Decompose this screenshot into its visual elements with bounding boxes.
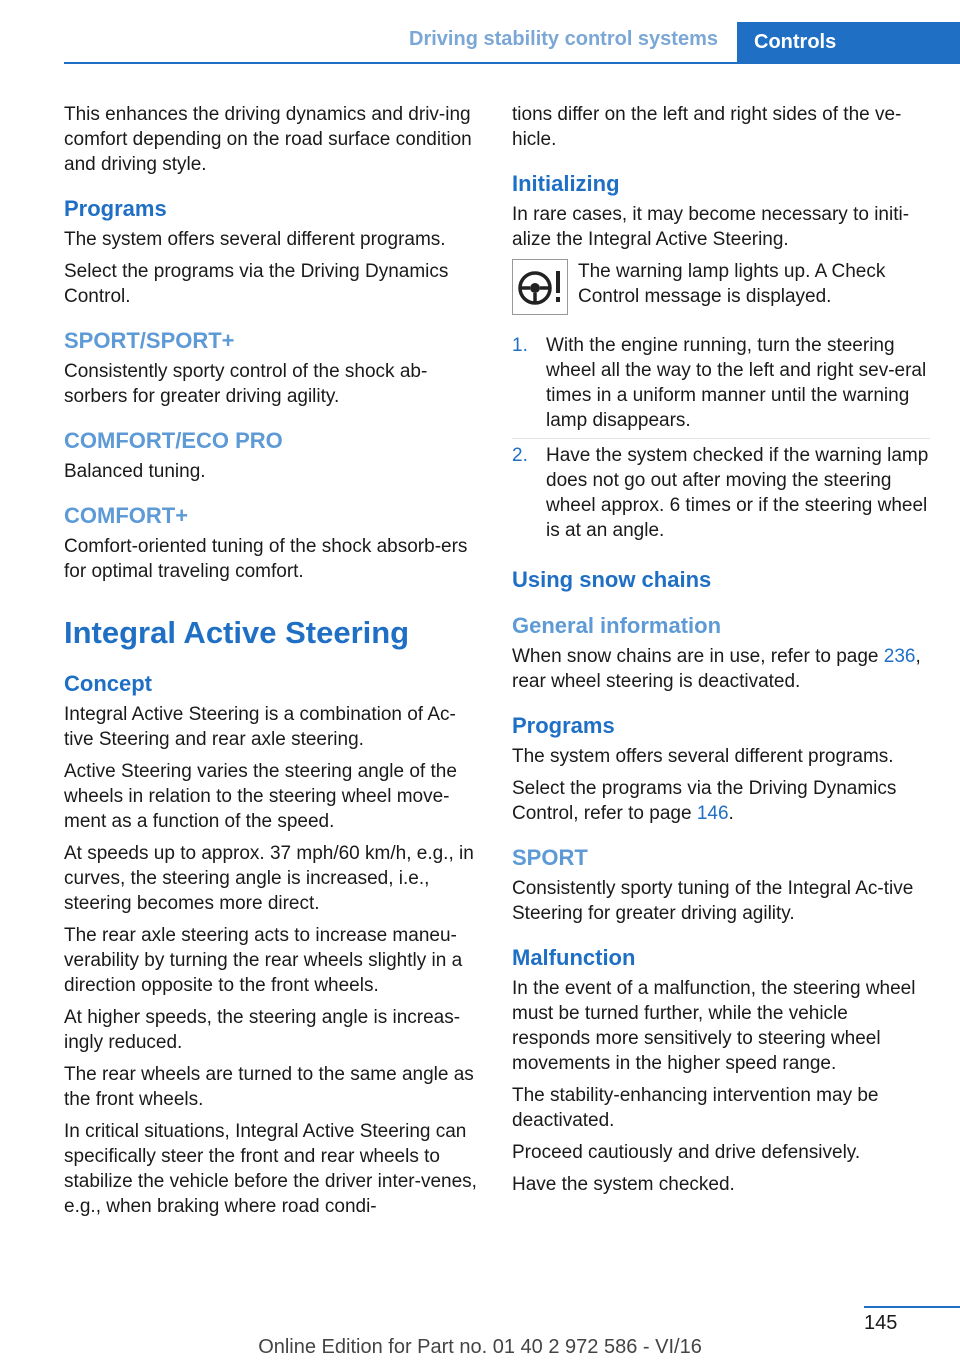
edition-footer: Online Edition for Part no. 01 40 2 972 586 - VI/16 — [258, 1336, 702, 1358]
initializing-text: In rare cases, it may become necessary to initi-alize the Integral Active Steering. — [512, 204, 910, 250]
programs-text-1: The system offers several different programs. — [64, 229, 446, 250]
step-text: Have the system checked if the warning lamp does not go out after moving the steering wheel approx. 6 times or if the steering wheel is at an angle. — [546, 445, 929, 541]
concept-paragraph-4: The rear axle steering acts to increase maneu-verability by turning the rear wheels slightly in a direction opposite to the front wheels. — [64, 925, 463, 996]
continued-paragraph: tions differ on the left and right sides of the ve-hicle. — [512, 104, 902, 150]
comfort-eco-pro-heading: COMFORT/ECO PRO — [64, 428, 283, 453]
running-header-section: Driving stability control systems — [409, 28, 718, 50]
programs-heading-right: Programs — [512, 713, 615, 738]
sport-heading: SPORT — [512, 845, 588, 870]
intro-paragraph: This enhances the driving dynamics and driv-ing comfort depending on the road surface condition and driving style. — [64, 104, 472, 175]
steering-warning-icon — [512, 259, 568, 315]
comfort-eco-pro-text: Balanced tuning. — [64, 461, 206, 482]
concept-paragraph-5: At higher speeds, the steering angle is increas-ingly reduced. — [64, 1007, 461, 1053]
step-number: 1. — [512, 335, 528, 356]
programs-text-right-1: The system offers several different programs. — [512, 746, 894, 767]
general-information-heading: General information — [512, 613, 722, 638]
programs-text-2: Select the programs via the Driving Dynamics Control. — [64, 261, 449, 307]
general-information-text: When snow chains are in use, refer to page 236, rear wheel steering is deactivated. — [512, 646, 921, 692]
malfunction-paragraph-1: In the event of a malfunction, the steering wheel must be turned further, while the vehicle responds more sensitively to steering wheel movements in the higher speed range. — [512, 978, 916, 1074]
initialize-steps — [512, 329, 930, 548]
comfort-plus-heading: COMFORT+ — [64, 503, 189, 528]
page-link-236[interactable]: 236 — [883, 646, 916, 667]
malfunction-paragraph-4: Have the system checked. — [512, 1174, 735, 1195]
step-item — [512, 439, 930, 548]
programs-heading: Programs — [64, 196, 167, 221]
programs-text-right-2: Select the programs via the Driving Dynamics Control, refer to page 146. — [512, 778, 897, 824]
sport-sport-plus-heading: SPORT/SPORT+ — [64, 328, 235, 353]
malfunction-paragraph-2: The stability-enhancing intervention may be deactivated. — [512, 1085, 879, 1131]
page-link-146[interactable]: 146 — [696, 803, 729, 824]
left-column — [64, 102, 478, 1226]
malfunction-heading: Malfunction — [512, 945, 636, 970]
sport-text: Consistently sporty tuning of the Integral Ac-tive Steering for greater driving agility. — [512, 878, 914, 924]
comfort-plus-text: Comfort-oriented tuning of the shock absorb-ers for optimal traveling comfort. — [64, 536, 468, 582]
warning-lamp-note — [512, 259, 930, 315]
concept-paragraph-7: In critical situations, Integral Active Steering can specifically steer the front and rear wheels to stabilize the vehicle before the driver inter-venes, e.g., when braking where road condi- — [64, 1121, 477, 1217]
concept-heading: Concept — [64, 671, 152, 696]
right-column — [512, 102, 930, 1204]
footer-rule — [864, 1306, 960, 1308]
integral-active-steering-heading: Integral Active Steering — [64, 615, 410, 650]
step-item — [512, 329, 930, 439]
concept-paragraph-6: The rear wheels are turned to the same angle as the front wheels. — [64, 1064, 474, 1110]
step-number: 2. — [512, 445, 528, 466]
header-rule — [64, 62, 960, 64]
using-snow-chains-heading: Using snow chains — [512, 567, 712, 592]
concept-paragraph-1: Integral Active Steering is a combination of Ac-tive Steering and rear axle steering. — [64, 704, 456, 750]
initializing-heading: Initializing — [512, 171, 620, 196]
warning-lamp-text: The warning lamp lights up. A Check Control message is displayed. — [578, 261, 886, 307]
sport-sport-plus-text: Consistently sporty control of the shock ab-sorbers for greater driving agility. — [64, 361, 428, 407]
running-header-chapter: Controls — [737, 22, 960, 62]
step-text: With the engine running, turn the steering wheel all the way to the left and right sev-eral times in a uniform manner until the warning lamp disappears. — [546, 335, 927, 431]
concept-paragraph-2: Active Steering varies the steering angle of the wheels in relation to the steering wheel move-ment as a function of the speed. — [64, 761, 457, 832]
malfunction-paragraph-3: Proceed cautiously and drive defensively. — [512, 1142, 861, 1163]
concept-paragraph-3: At speeds up to approx. 37 mph/60 km/h, e.g., in curves, the steering angle is increased, i.e., steering becomes more direct. — [64, 843, 474, 914]
page-number: 145 — [864, 1312, 898, 1334]
